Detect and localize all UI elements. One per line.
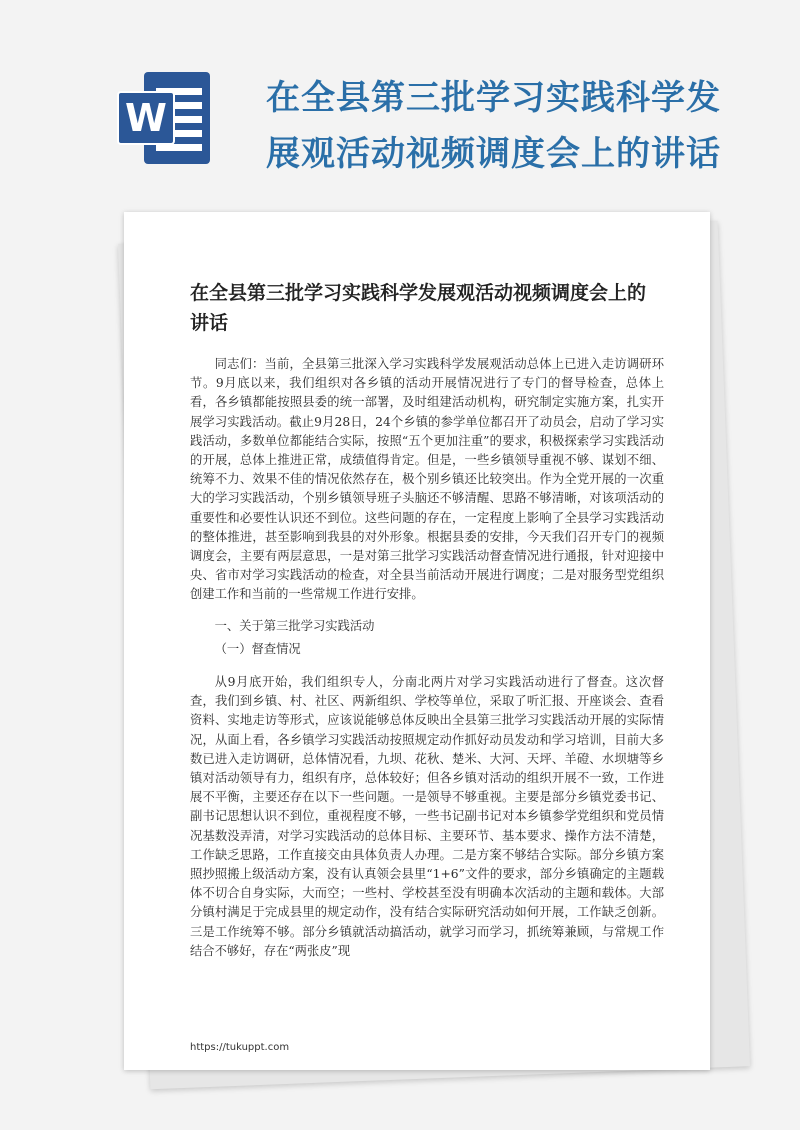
word-icon-letter: W <box>125 96 167 140</box>
footer-url: https://tukuppt.com <box>190 1042 290 1053</box>
section-heading: 一、关于第三批学习实践活动 <box>214 618 375 633</box>
subsection-heading: （一）督查情况 <box>214 641 301 656</box>
document-body <box>190 355 664 961</box>
paragraph-intro: 同志们：当前，全县第三批深入学习实践科学发展观活动总体上已进入走访调研环节。9月底以来，我们组织对各乡镇的活动开展情况进行了专门的督导检查，总体上看，各乡镇都能按照县委的统一部署，及时组建活动机构，研究制定实施方案，扎实开展学习实践活动。截止9月28日，24个乡镇的参学单位都召开了动员会，启动了学习实践活动，多数单位都能结合实际，按照“五个更加注重”的要求，积极探索学习实践活动的开展，总体上推进正常，成绩值得肯定。但是，一些乡镇领导重视不够、谋划不细、统筹不力、效果不佳的情况依然存在，极个别乡镇还比较突出。作为全党开展的一次重大的学习实践活动，个别乡镇领导班子头脑还不够清醒、思路不够清晰，对该项活动的重要性和必要性认识还不到位。这些问题的存在，一定程度上影响了全县学习实践活动的整体推进，甚至影响到我县的对外形象。根据县委的安排，今天我们召开专门的视频调度会，主要有两层意思，一是对第三批学习实践活动督查情况进行通报，针对迎接中央、省市对学习实践活动的检查，对全县当前活动开展进行调度；二是对服务型党组织创建工作和当前的一些常规工作进行安排。 <box>190 357 664 602</box>
banner-title-line-2: 展观活动视频调度会上的讲话 <box>266 134 721 174</box>
document-page <box>124 212 710 1070</box>
paragraph-inspection: 从9月底开始，我们组织专人，分南北两片对学习实践活动进行了督查。这次督查，我们到乡镇、村、社区、两新组织、学校等单位，采取了听汇报、开座谈会、查看资料、实地走访等形式，应该说能够总体反映出全县第三批学习实践活动开展的实际情况，从面上看，各乡镇学习实践活动按照规定动作抓好动员发动和学习培训，目前大多数已进入走访调研，总体情况看，九坝、花秋、楚米、大河、天坪、羊磴、水坝塘等乡镇对活动领导有力，组织有序，总体较好；但各乡镇对活动的组织开展不一致，工作进展不平衡，主要还存在以下一些问题。一是领导不够重视。主要是部分乡镇党委书记、副书记思想认识不到位，重视程度不够，一些书记副书记对本乡镇参学党组织和党员情况基数没弄清，对学习实践活动的总体目标、主要环节、基本要求、操作方法不清楚，工作缺乏思路，工作直接交由具体负责人办理。二是方案不够结合实际。部分乡镇方案照抄照搬上级活动方案，没有认真领会县里“1+6”文件的要求，部分乡镇确定的主题载体不切合自身实际，大而空；一些村、学校甚至没有明确本次活动的主题和载体。大部分镇村满足于完成县里的规定动作，没有结合实际研究活动如何开展，工作缺乏创新。三是工作统筹不够。部分乡镇就活动搞活动，就学习而学习，抓统筹兼顾，与常规工作结合不够好，存在“两张皮”现 <box>190 675 664 958</box>
banner-title-line-1: 在全县第三批学习实践科学发 <box>266 78 721 118</box>
document-title: 在全县第三批学习实践科学发展观活动视频调度会上的讲话 <box>190 282 647 334</box>
header-banner <box>0 0 800 200</box>
word-document-icon <box>112 66 216 170</box>
